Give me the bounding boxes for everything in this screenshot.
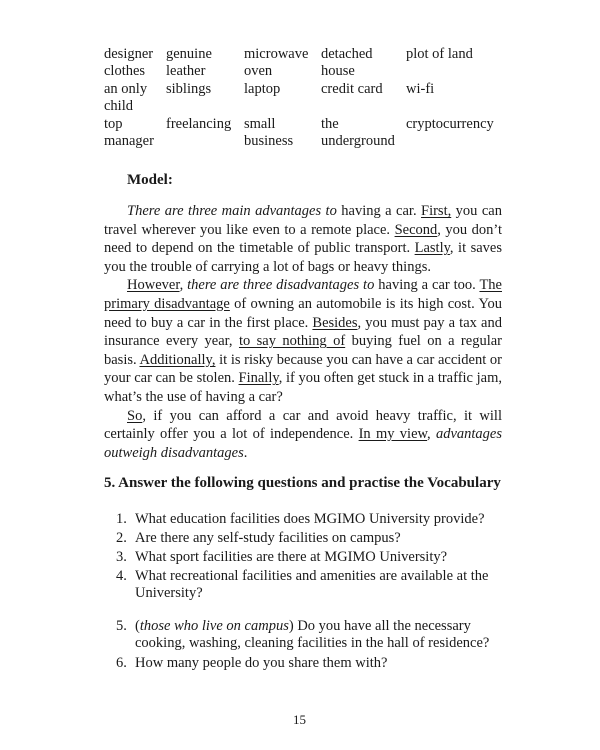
- section-heading: 5. Answer the following questions and practise the Vocabulary: [104, 475, 501, 491]
- vocab-cell: plot of land: [406, 46, 473, 62]
- vocab-row: [104, 116, 504, 151]
- phrase-italic: There are three main advantages to: [127, 203, 337, 219]
- linker-underlined: In my view: [358, 426, 428, 443]
- vocab-cell: laptop: [244, 81, 281, 97]
- text-run: , it saves you the trouble of carrying a lot of bags or heavy things.: [104, 240, 502, 275]
- vocab-cell: wi-fi: [406, 81, 435, 97]
- linker-underlined: The primary disadvantage: [104, 277, 502, 312]
- text-run: having a car too.: [374, 277, 480, 294]
- linker-underlined: Lastly: [414, 240, 450, 257]
- linker-underlined: Additionally,: [139, 351, 216, 368]
- page-number: 15: [293, 712, 306, 727]
- question-text: What education facilities does MGIMO University provide?: [135, 511, 485, 527]
- model-heading: Model:: [127, 172, 173, 188]
- vocab-cell: the underground: [321, 116, 395, 149]
- text-run: .: [243, 444, 248, 461]
- model-text: [104, 202, 502, 462]
- vocab-row: [104, 46, 504, 81]
- question-number: 4.: [116, 568, 127, 584]
- phrase-italic: there are three disadvantages to: [187, 277, 375, 294]
- vocab-cell: designer clothes: [104, 46, 154, 79]
- vocab-cell: cryptocurrency: [406, 116, 494, 132]
- text-run: Do you have all the necessary cooking, washing, cleaning facilities in the hall of residence?: [135, 618, 490, 651]
- vocab-cell: microwave oven: [244, 46, 309, 79]
- text-run: it is risky because you can have a car accident or your car can be stolen.: [104, 351, 503, 387]
- linker-underlined: So: [127, 407, 143, 424]
- question-number: 1.: [116, 511, 127, 527]
- vocab-cell: small business: [244, 116, 294, 149]
- vocab-cell: genuine leather: [166, 46, 212, 79]
- vocab-cell: an only child: [104, 81, 148, 114]
- text-run: buying fuel on a regular basis.: [104, 333, 502, 368]
- phrase-italic: those who live on campus: [139, 618, 289, 634]
- linker-underlined: First,: [421, 203, 452, 219]
- vocab-cell: detached house: [321, 46, 373, 79]
- vocab-row: [104, 81, 504, 116]
- linker-underlined: Finally: [238, 370, 279, 387]
- question-text: How many people do you share them with?: [135, 655, 388, 671]
- text-run: , if you can afford a car and avoid heavy traffic, it will certainly offer you a lot of independence.: [104, 407, 502, 443]
- text-run: having a car.: [336, 203, 422, 219]
- linker-underlined: However: [127, 277, 180, 294]
- question-number: 5.: [116, 618, 127, 634]
- text-run: , if you often get stuck in a traffic jam, what’s the use of having a car?: [104, 370, 502, 405]
- vocab-cell: credit card: [321, 81, 383, 97]
- question-text: What sport facilities are there at MGIMO University?: [135, 549, 448, 565]
- vocab-cell: top manager: [104, 116, 154, 149]
- question-number: 3.: [116, 549, 127, 565]
- text-run: ,: [179, 277, 188, 294]
- model-paragraph-1: [104, 202, 502, 276]
- text-run: of owning an automobile is its high cost. You need to buy a car in the first place.: [104, 295, 502, 331]
- linker-underlined: Besides: [312, 314, 358, 331]
- text-run: , you must pay a tax and insurance every year,: [104, 314, 502, 350]
- text-run: , you don’t need to depend on the timetable of public transport.: [104, 221, 502, 257]
- question-number: 2.: [116, 530, 127, 546]
- model-paragraph-3: [104, 407, 502, 463]
- text-run: ,: [427, 426, 436, 443]
- question-number: 6.: [116, 655, 127, 671]
- linker-underlined: to say nothing of: [238, 333, 346, 350]
- text-run: you can travel wherever you like even to a remote place.: [104, 203, 502, 238]
- linker-underlined: Second: [394, 221, 438, 238]
- question-text: Are there any self-study facilities on campus?: [135, 530, 401, 546]
- question-text: What recreational facilities and amenities are available at the University?: [135, 568, 489, 601]
- model-paragraph-2: [104, 276, 502, 406]
- vocabulary-table: [104, 46, 504, 151]
- vocab-cell: siblings: [166, 81, 212, 97]
- vocab-cell: freelancing: [166, 116, 232, 132]
- phrase-italic: advantages outweigh disadvantages: [104, 426, 502, 461]
- question-text: (those who live on campus) Do you have all the necessary cooking, washing, cleaning facilities in the hall of residence?: [135, 618, 490, 651]
